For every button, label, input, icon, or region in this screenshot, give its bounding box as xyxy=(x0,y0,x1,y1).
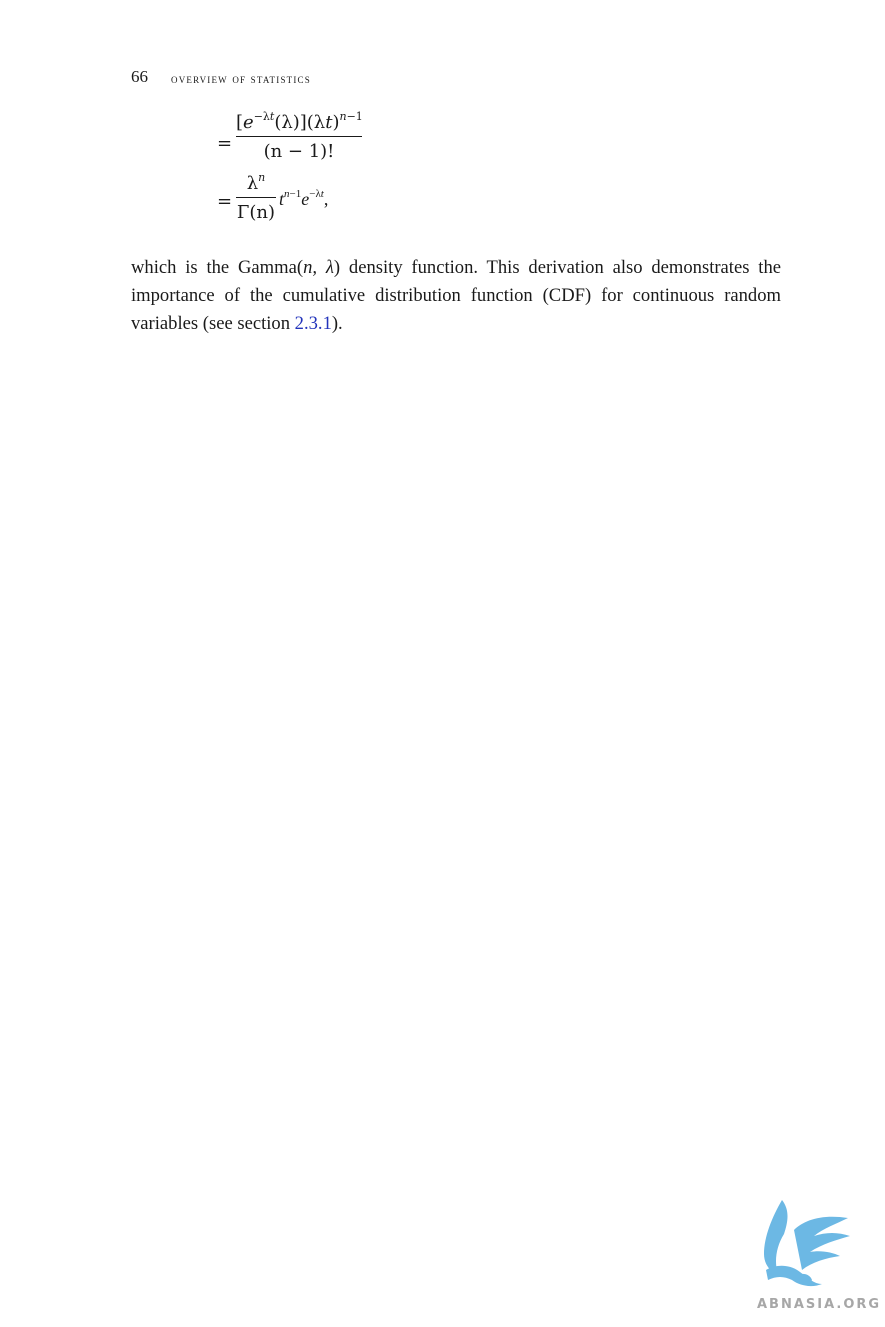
paragraph-text-start: which is the Gamma( xyxy=(131,257,304,278)
section-link[interactable]: 2.3.1 xyxy=(294,313,332,334)
equation-2-numerator: $\lambda^n$ xyxy=(246,171,266,194)
equation-2-fraction-bar xyxy=(236,197,276,198)
equation-2-fraction xyxy=(236,173,276,223)
equation-1-fraction xyxy=(236,112,362,162)
paragraph-text-end: ). xyxy=(331,313,343,334)
body-paragraph xyxy=(131,254,781,338)
equation-2-tail: $t^{n-1}e^{-\lambda t}$, xyxy=(279,188,329,209)
equation-1-denominator: (n − 1)! xyxy=(263,141,335,162)
running-head xyxy=(171,71,311,87)
page-number: 66 xyxy=(131,67,148,86)
griffin-logo-icon xyxy=(752,1192,862,1292)
running-head-title: overview of statistics xyxy=(171,71,311,86)
paragraph-text-middle: ) density function. This derivation also demonstrates the importance of the cumulative distribution function (CDF) for continuous random variables (see section xyxy=(131,257,781,334)
equation-2-denominator: Γ(n) xyxy=(236,202,276,223)
equation-1-numerator: $[e^{-\lambda t}(\lambda)](\lambda t)^{n-1}$ xyxy=(236,110,363,133)
gamma-args: n, λ xyxy=(303,257,334,278)
watermark: ABNASIA.ORG xyxy=(757,1297,882,1312)
equation-2-equals: = xyxy=(217,191,233,212)
equation-1-fraction-bar xyxy=(236,136,362,137)
equation-1-equals: = xyxy=(217,133,233,154)
